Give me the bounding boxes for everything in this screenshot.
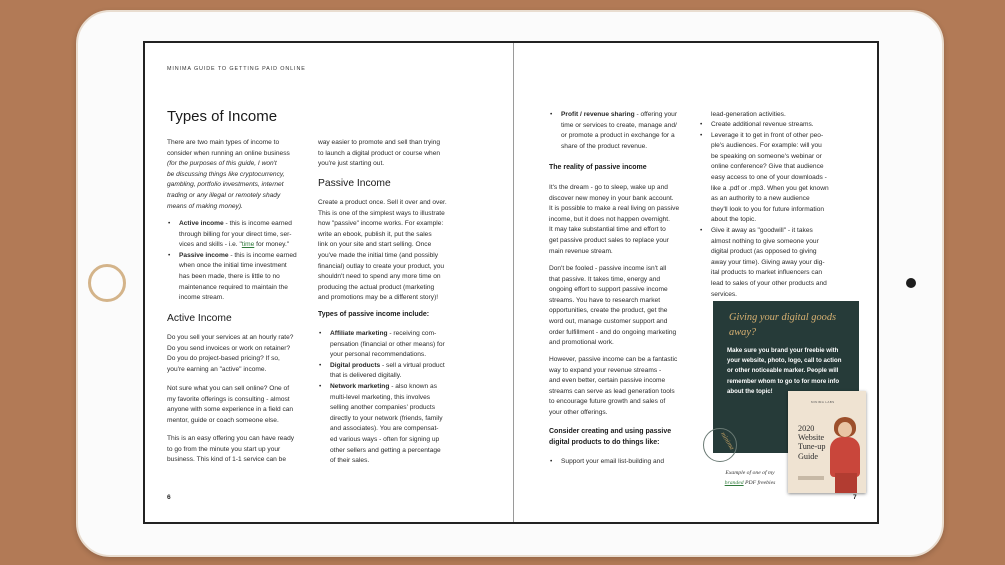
list-item: • Digital products - sell a virtual product that is delivered digitally. — [318, 361, 445, 382]
active-income-para-3: This is an easy offering you can have ready to go from the minute you start up your business. This kind of 1-1 service can be — [167, 435, 295, 464]
page-number-left: 6 — [167, 494, 171, 501]
passive-types-heading: Types of passive income include: — [318, 311, 430, 318]
image-caption: Example of one of my branded PDF freebies — [724, 470, 776, 486]
uses-list — [699, 120, 829, 300]
consider-list — [549, 457, 664, 468]
list-item: • Leverage it to get in front of other peo- ple's audiences. For example: will you be speaking on someone's webinar or online conference? Give that audience easy access to one of your downloads - like a .pdf or .mp3. When you get known as an authority to a new audience they'll look to you for future information about the topic. — [699, 131, 829, 226]
list-item: • Passive income - this is income earned when once the initial time investment has been made, there is little to no maintenance required to maintain the income stream. — [167, 251, 297, 304]
intro-paragraph: There are two main types of income to consider when running an online business (for the purposes of this guide, I won't be discussing things like cryptocurrency, gambling, portfolio investments, internet trading or any illegal or remotely shady means of making money). — [167, 139, 290, 210]
list-item: • Create additional revenue streams. — [699, 120, 829, 131]
page-title: Types of Income — [167, 108, 278, 125]
profit-sharing-item — [549, 110, 677, 152]
list-item: • Affiliate marketing - receiving com- pensation (financial or other means) for your personal recommendations. — [318, 329, 445, 361]
continued-paragraph: way easier to promote and sell than trying to launch a digital product or course when you're just starting out. — [318, 139, 441, 168]
portrait-face — [838, 422, 852, 437]
cover-tag — [798, 476, 824, 480]
promo-body: Make sure you brand your freebie with your website, photo, logo, call to action or other noticeable marker. People will remember whom to go to for more info about the topic! — [727, 347, 842, 395]
reality-para-2: Don't be fooled - passive income isn't all that passive. It takes time, energy and ongoing effort to support passive income streams. You have to research market opportunities, create the product, get the word out, manage customer support and order fulfillment - and do ongoing marketing and promotional work. — [549, 265, 677, 347]
list-item: • Give it away as "goodwill" - it takes almost nothing to give someone your digital product (as opposed to giving away your time). Giving away your dig- ital products to market influencers can lead to sales of your other products and services. — [699, 226, 829, 300]
home-button[interactable] — [88, 264, 126, 302]
passive-income-heading: Passive Income — [318, 178, 391, 189]
list-item: • Network marketing - also known as multi-level marketing, this involves selling another companies' products directly to your network (friends, family and associates). You are compensat- ed various ways - often for signing up other sellers and getting a percentage of their sales. — [318, 382, 445, 467]
income-types-list — [167, 219, 297, 304]
brand-stamp-text: minima — [719, 431, 736, 452]
continued-bullet-text: lead-generation activities. — [711, 111, 786, 118]
time-link[interactable]: time — [241, 241, 255, 249]
reality-para-1: It's the dream - go to sleep, wake up and discover new money in your bank account. It is possible to make a real living on passive income, but it does not happen overnight. It may take substantial time and effort to get passive product sales to replace your main revenue stream. — [549, 184, 680, 255]
ebook-spread — [143, 41, 879, 524]
portrait-legs — [835, 473, 857, 493]
list-item: • Active income - this is income earned through billing for your direct time, ser- vices and skills - i.e. "time for money." — [167, 219, 297, 251]
active-income-heading: Active Income — [167, 313, 232, 324]
camera-lens — [906, 278, 916, 288]
active-income-para-1: Do you sell your services at an hourly rate? Do you send invoices or work on retainer? Do you do project-based pricing? If so, you're earning an "active" income. — [167, 334, 294, 373]
page-number-right: 7 — [853, 494, 857, 501]
passive-types-list — [318, 329, 445, 467]
reality-heading: The reality of passive income — [549, 164, 647, 171]
passive-income-paragraph: Create a product once. Sell it over and over. This is one of the simplest ways to illustrate how "passive" income works. For example: write an ebook, publish it, put the sales link on your site and start selling. Once you've made the initial time (and possibly financial) outlay to create your product, you shouldn't need to spend any more time on producing the actual product (marketing and promotions may be a different story)! — [318, 199, 447, 302]
page-spine-divider — [513, 43, 514, 522]
cover-title: 2020 Website Tune-up Guide — [798, 424, 826, 461]
consider-heading: Consider creating and using passive digital products to do things like: — [549, 428, 672, 446]
active-income-para-2: Not sure what you can sell online? One of my favorite offerings is consulting - almost anyone with some experience in a field can mentor, guide or coach someone else. — [167, 385, 294, 424]
reality-para-3: However, passive income can be a fantastic way to expand your revenue streams - and even better, certain passive income streams can serve as lead generation tools to encourage future growth and sales of your other offerings. — [549, 356, 678, 416]
promo-title: Giving your digital goods away? — [729, 312, 837, 338]
list-item: • Support your email list-building and — [549, 457, 664, 468]
cover-brand: MINIMA LABS — [811, 400, 835, 404]
branded-link[interactable]: branded — [724, 479, 744, 486]
portrait-body — [830, 437, 860, 477]
pdf-cover-image — [788, 391, 866, 493]
list-item: • Profit / revenue sharing - offering your time or services to create, manage and/ or promote a product in exchange for a share of the product revenue. — [549, 110, 677, 152]
running-header: MINIMA GUIDE TO GETTING PAID ONLINE — [167, 66, 306, 72]
